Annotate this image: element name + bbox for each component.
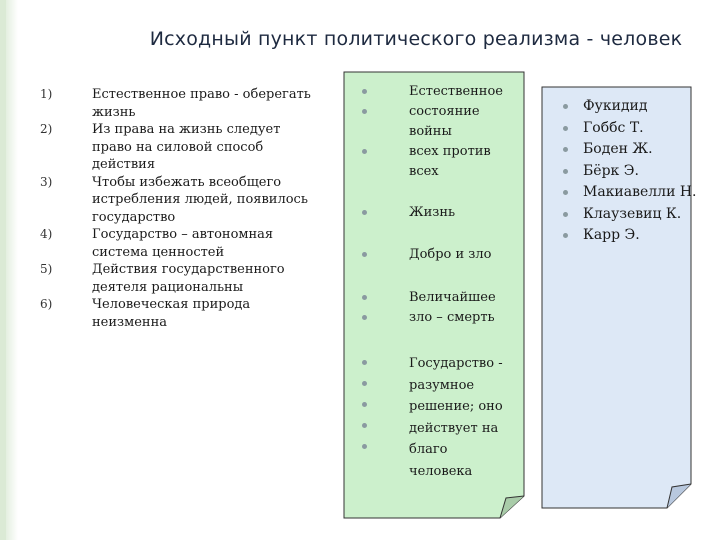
item-number: 2) [40, 122, 53, 136]
bullet-icon [362, 381, 367, 386]
item-text: Добро и зло [409, 247, 492, 262]
principles-list [40, 86, 320, 331]
thinker-name: Карр Э. [583, 227, 640, 243]
bullet-icon [362, 444, 367, 449]
item-number: 6) [40, 297, 53, 311]
item-text: Государство – автономная система ценностей [92, 227, 274, 260]
list-item [40, 226, 320, 261]
slide-title: Исходный пункт политического реализма - человек [149, 28, 683, 50]
thinker-name: Фукидид [583, 98, 648, 114]
item-number: 5) [40, 262, 53, 276]
item-text: Действия государственного деятеля рациональны [92, 262, 285, 295]
item-text: Чтобы избежать всеобщего истребления людей, появилось государство [92, 174, 308, 225]
list-item [40, 261, 320, 296]
item-number: 3) [40, 174, 53, 189]
item-text: Естественное право - оберегать жизнь [92, 87, 311, 120]
bullet-icon [362, 295, 367, 300]
list-item [541, 204, 697, 226]
item-text: Величайшее зло – смерть [409, 290, 496, 325]
list-item [40, 121, 320, 174]
bullet-icon [362, 402, 367, 407]
bullet-icon [362, 360, 367, 365]
bullet-icon [563, 190, 568, 195]
bullet-icon [563, 104, 568, 109]
list-item [541, 182, 697, 204]
list-item [40, 86, 320, 121]
item-text: Естественное состояние войны [409, 84, 503, 139]
bullet-icon [362, 252, 367, 257]
thinker-name: Макиавелли Н. [583, 184, 697, 200]
item-text: Государство - разумное решение; оно действует на благо человека [409, 356, 503, 479]
thinker-name: Гоббс Т. [583, 119, 644, 136]
bullet-icon [563, 169, 568, 174]
thinker-name: Клаузевиц К. [583, 205, 682, 222]
thinker-name: Боден Ж. [583, 141, 653, 157]
bullet-icon [362, 89, 367, 94]
bullet-icon [563, 126, 568, 131]
bullet-icon [362, 109, 367, 114]
thinkers-list [541, 96, 697, 247]
list-item [40, 174, 320, 227]
item-text: Жизнь [409, 205, 456, 220]
list-item [541, 139, 697, 161]
list-item [40, 296, 320, 331]
bullet-icon [563, 233, 568, 238]
thinker-name: Бёрк Э. [583, 162, 639, 179]
bullet-icon [362, 149, 367, 154]
bullet-icon [362, 423, 367, 428]
bullet-icon [362, 315, 367, 320]
list-item [541, 161, 697, 183]
thinkers-note [541, 86, 697, 510]
list-item [541, 96, 697, 118]
item-text: Человеческая природа неизменна [92, 297, 251, 330]
bullet-icon [563, 212, 568, 217]
bullet-icon [362, 210, 367, 215]
item-text: Из права на жизнь следует право на силовой способ действия [92, 122, 281, 172]
item-text: всех против всех [409, 144, 491, 179]
list-item [541, 225, 697, 247]
item-number: 4) [40, 227, 53, 241]
concepts-note [342, 70, 526, 520]
item-number: 1) [40, 87, 53, 101]
bullet-icon [563, 147, 568, 152]
list-item [541, 118, 697, 140]
